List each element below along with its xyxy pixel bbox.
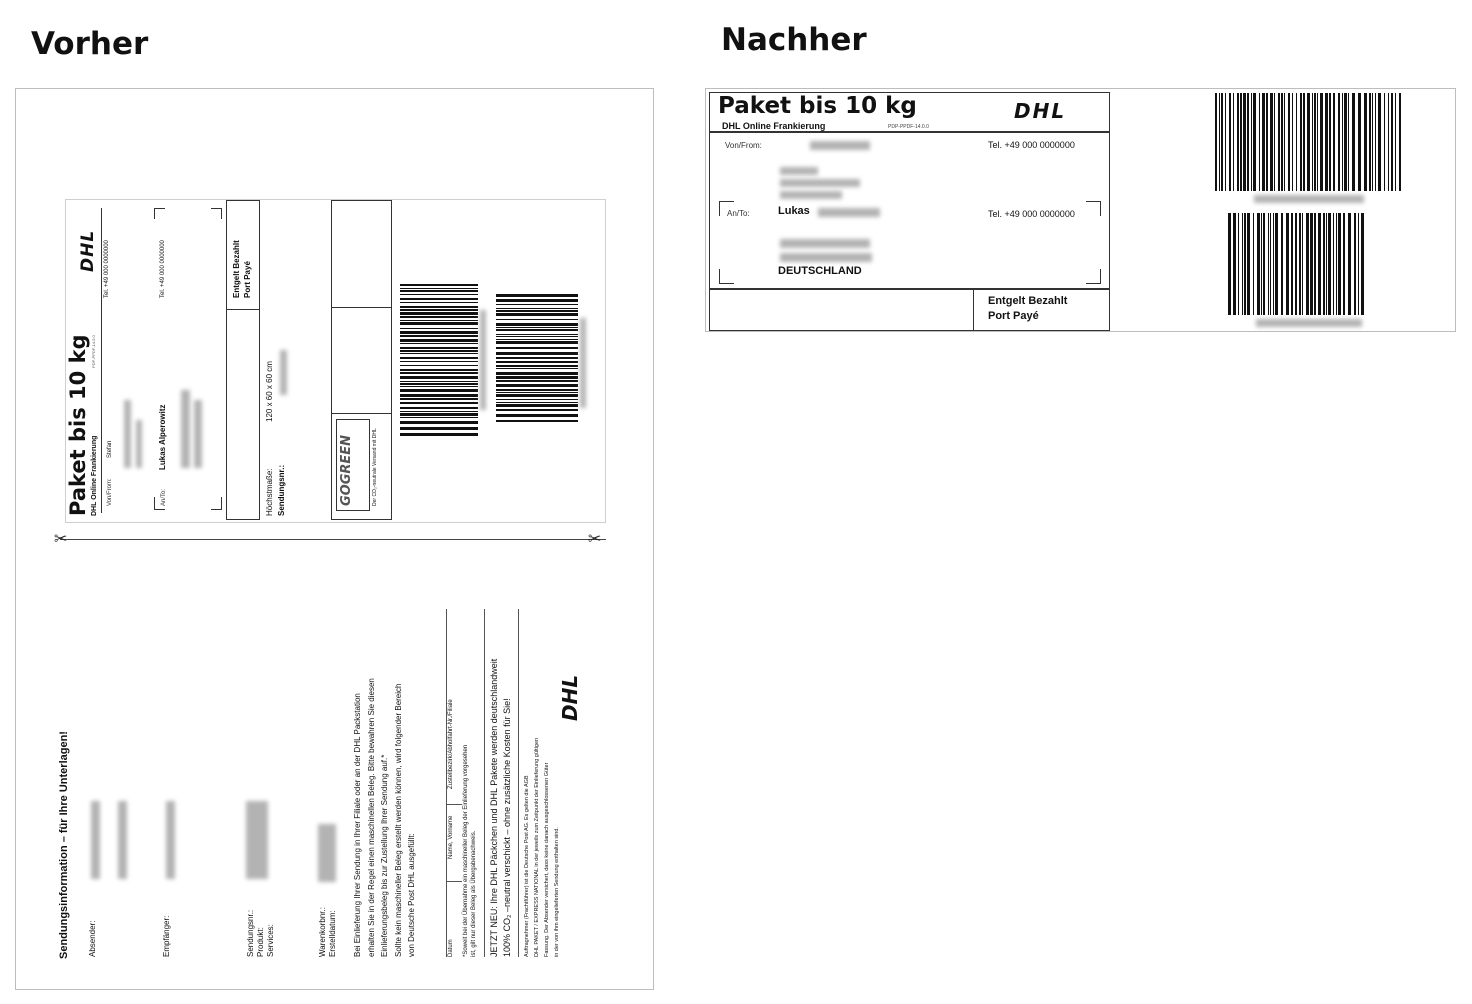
barcode-bar bbox=[400, 309, 478, 311]
barcode-bar bbox=[496, 409, 578, 411]
barcode-number-2-blurred bbox=[1256, 319, 1362, 327]
barcode-bar bbox=[1242, 213, 1243, 315]
barcode-bar bbox=[1238, 213, 1239, 315]
barcode-bar bbox=[1237, 93, 1239, 191]
barcode-bar bbox=[1247, 213, 1250, 315]
barcode-bar bbox=[1314, 213, 1316, 315]
barcode-bar bbox=[496, 294, 578, 297]
barcode-bar bbox=[400, 421, 478, 424]
barcode-bar bbox=[496, 323, 578, 326]
barcode-bar bbox=[1333, 93, 1335, 191]
barcode-bar bbox=[1328, 213, 1331, 315]
receipt-product-label: Produkt: bbox=[256, 927, 265, 957]
barcode-bar bbox=[496, 327, 578, 328]
barcode-bar bbox=[1274, 93, 1275, 191]
barcode-number-blurred bbox=[1254, 195, 1364, 203]
barcode-bar bbox=[1361, 213, 1364, 315]
barcode-bar bbox=[1338, 93, 1340, 191]
barcode-bar bbox=[1303, 93, 1305, 191]
barcode-bar bbox=[400, 376, 478, 379]
from-address-blurred bbox=[780, 167, 818, 175]
barcode-bar bbox=[1228, 213, 1231, 315]
receipt-product-blurred bbox=[246, 801, 268, 879]
barcode-bar bbox=[1336, 213, 1337, 315]
paid-line-2: Port Payé bbox=[988, 310, 1039, 322]
barcode-bar bbox=[496, 347, 578, 349]
barcode-bar bbox=[400, 433, 478, 436]
barcode-bar bbox=[400, 288, 478, 289]
barcode-bar bbox=[1344, 93, 1347, 191]
before-document bbox=[15, 88, 654, 990]
barcode-bar bbox=[400, 357, 478, 359]
barcode-bar bbox=[1343, 213, 1345, 315]
from-name: Stefan bbox=[107, 440, 113, 458]
barcode-bar bbox=[496, 299, 578, 302]
receipt-sender-address-blurred bbox=[118, 801, 127, 879]
barcode-bar bbox=[1281, 213, 1283, 315]
barcode-bar bbox=[496, 394, 578, 397]
barcode-bar bbox=[1388, 93, 1389, 191]
barcode-bar bbox=[400, 383, 478, 385]
barcode-bar bbox=[1323, 213, 1325, 315]
to-name: Lukas Alperowitz bbox=[158, 404, 167, 470]
barcode-bar bbox=[496, 339, 578, 340]
barcode-bar bbox=[400, 331, 478, 334]
tracking-label: Sendungsnr.: bbox=[277, 464, 286, 516]
receipt-cart-blurred bbox=[318, 824, 336, 882]
barcode-bar bbox=[1233, 93, 1234, 191]
barcode-bar bbox=[400, 320, 478, 321]
barcode-primary bbox=[1215, 93, 1405, 191]
barcode-bar bbox=[400, 402, 478, 404]
barcode-bar bbox=[400, 411, 478, 412]
barcode-bar bbox=[496, 399, 578, 400]
barcode-bar bbox=[1270, 93, 1273, 191]
barcode-bar bbox=[400, 427, 478, 430]
barcode-number-blurred bbox=[480, 310, 486, 410]
barcode-bar bbox=[1292, 93, 1293, 191]
barcode-bar bbox=[1268, 213, 1269, 315]
barcode-bar bbox=[1266, 93, 1268, 191]
barcode-bar bbox=[1358, 213, 1359, 315]
barcode-bar bbox=[400, 302, 478, 303]
barcode-bar bbox=[1286, 213, 1289, 315]
barcode-bar bbox=[496, 404, 578, 407]
gogreen-logo: GOGREEN bbox=[339, 434, 354, 506]
to-address-blurred bbox=[181, 390, 190, 468]
barcode-bar bbox=[400, 290, 478, 292]
barcode-bar bbox=[1348, 213, 1351, 315]
barcode-bar bbox=[1291, 213, 1293, 315]
scissors-icon: ✂ bbox=[588, 529, 602, 548]
barcode-bar bbox=[496, 372, 578, 375]
barcode-bar bbox=[496, 341, 578, 344]
from-city-blurred bbox=[136, 420, 142, 468]
barcode-bar bbox=[496, 380, 578, 382]
barcode-bar bbox=[400, 294, 478, 295]
from-street-blurred bbox=[780, 179, 860, 187]
barcode-number-2-blurred bbox=[580, 318, 586, 408]
barcode-bar bbox=[1219, 93, 1220, 191]
barcode-bar bbox=[1288, 93, 1290, 191]
barcode-bar bbox=[1384, 93, 1385, 191]
receipt-sender-label: Absender: bbox=[88, 920, 97, 957]
barcode-bar bbox=[400, 284, 478, 286]
barcode-bar bbox=[400, 372, 478, 374]
from-label: Von/From: bbox=[107, 478, 113, 506]
barcode-bar bbox=[496, 414, 578, 417]
barcode-bar bbox=[496, 389, 578, 391]
barcode-bar bbox=[400, 369, 478, 371]
barcode-bar bbox=[496, 304, 578, 305]
barcode-bar bbox=[400, 350, 478, 352]
barcode-bar bbox=[496, 365, 578, 367]
barcode-bar bbox=[1225, 93, 1226, 191]
barcode-bar bbox=[1215, 93, 1217, 191]
label-product-title: Paket bis 10 kg bbox=[718, 93, 917, 119]
barcode-bar bbox=[1352, 93, 1355, 191]
from-phone: Tel. +49 000 0000000 bbox=[104, 240, 110, 298]
barcode-bar bbox=[1325, 93, 1328, 191]
barcode-bar bbox=[1233, 213, 1236, 315]
barcode-bar bbox=[400, 361, 478, 362]
receipt-title: Sendungsinformation – für Ihre Unterlagen! bbox=[58, 731, 70, 959]
paid-line-1: Entgelt Bezahlt bbox=[232, 240, 241, 298]
dims-extra-blurred bbox=[280, 350, 287, 395]
barcode-bar bbox=[400, 343, 478, 344]
barcode-bar bbox=[400, 413, 478, 416]
to-phone: Tel. +49 000 0000000 bbox=[988, 209, 1075, 219]
from-city-blurred bbox=[780, 191, 842, 199]
barcode-bar bbox=[1273, 213, 1274, 315]
receipt-footnote: *Soweit bei der Übernahme ein maschineller Beleg der Einlieferung vorgesehen ist, gilt nur dieser Beleg als Übergabenachweis. bbox=[463, 744, 477, 957]
barcode-bar bbox=[400, 394, 478, 397]
barcode-bar bbox=[400, 316, 478, 318]
barcode-bar bbox=[1247, 93, 1249, 191]
to-country: DEUTSCHLAND bbox=[778, 265, 862, 277]
barcode-bar bbox=[400, 339, 478, 342]
barcode-bar bbox=[496, 319, 578, 320]
barcode-bar bbox=[1348, 93, 1349, 191]
label-product-title: Paket bis 10 kg bbox=[66, 334, 90, 516]
cut-line bbox=[60, 539, 606, 540]
barcode-bar bbox=[400, 312, 478, 315]
gogreen-note: Der CO₂-neutrale Versand mit DHL bbox=[372, 428, 378, 506]
dims-value: 120 x 60 x 60 cm bbox=[265, 361, 274, 422]
barcode-bar bbox=[1354, 213, 1356, 315]
barcode-bar bbox=[400, 365, 478, 366]
barcode-bar bbox=[1391, 93, 1393, 191]
dims-label: Höchstmaße: bbox=[265, 468, 274, 516]
barcode-bar bbox=[1300, 93, 1302, 191]
from-label: Von/From: bbox=[725, 141, 762, 150]
barcode-bar bbox=[400, 306, 478, 308]
to-label: An/To: bbox=[161, 488, 167, 506]
barcode-bar bbox=[400, 328, 478, 329]
barcode-bar bbox=[496, 357, 578, 359]
from-name-blurred bbox=[810, 141, 870, 150]
barcode-bar bbox=[1284, 93, 1285, 191]
receipt-tracking-label: Sendungsnr.: bbox=[246, 909, 255, 957]
receipt-sender-blurred bbox=[91, 801, 100, 879]
barcode-bar bbox=[1244, 213, 1246, 315]
barcode-bar bbox=[1378, 93, 1381, 191]
barcode-bar bbox=[496, 336, 578, 337]
paid-line-2: Port Payé bbox=[243, 261, 252, 298]
to-label: An/To: bbox=[727, 209, 750, 218]
barcode-bar bbox=[496, 310, 578, 312]
label-version: PDP-PPDF-14.0.0 bbox=[91, 335, 96, 368]
receipt-promo: JETZT NEU: Ihre DHL Päckchen und DHL Pakete werden deutschlandweit 100% CO₂ –neutral verschickt – ohne zusätzliche Kosten für Sie! bbox=[489, 658, 512, 957]
barcode-bar bbox=[1278, 93, 1280, 191]
barcode-secondary bbox=[496, 294, 578, 424]
barcode-bar bbox=[400, 381, 478, 382]
barcode-bar bbox=[1295, 213, 1297, 315]
barcode-bar bbox=[496, 392, 578, 393]
heading-before: Vorher bbox=[31, 26, 149, 62]
label-address-block bbox=[709, 92, 1110, 290]
barcode-bar bbox=[1369, 93, 1371, 191]
field-district: Zustellbezirk/Abholfahrt-Nr./Filiale bbox=[448, 699, 454, 789]
heading-after: Nachher bbox=[721, 22, 867, 58]
barcode-bar bbox=[496, 352, 578, 355]
to-street-blurred bbox=[780, 239, 870, 248]
barcode-bar bbox=[400, 407, 478, 409]
barcode-bar bbox=[1399, 93, 1401, 191]
barcode-bar bbox=[496, 384, 578, 387]
label-bottom-row bbox=[709, 288, 1110, 331]
barcode-bar bbox=[400, 398, 478, 400]
barcode-bar bbox=[1229, 93, 1231, 191]
barcode-bar bbox=[1240, 93, 1242, 191]
barcode-bar bbox=[496, 368, 578, 369]
barcode-bar bbox=[400, 417, 478, 418]
barcode-bar bbox=[496, 402, 578, 403]
barcode-bar bbox=[400, 353, 478, 354]
barcode-bar bbox=[496, 308, 578, 309]
field-name: Name, Vorname bbox=[448, 815, 454, 859]
barcode-bar bbox=[400, 322, 478, 325]
to-name: Lukas bbox=[778, 205, 810, 217]
barcode-bar bbox=[496, 420, 578, 422]
barcode-bar bbox=[1329, 93, 1331, 191]
barcode-bar bbox=[1358, 93, 1361, 191]
barcode-bar bbox=[1307, 93, 1310, 191]
barcode-bar bbox=[1372, 93, 1373, 191]
paid-box bbox=[973, 290, 1110, 330]
barcode-bar bbox=[1302, 213, 1303, 315]
scissors-icon: ✂ bbox=[54, 529, 68, 548]
to-surname-blurred bbox=[818, 208, 880, 217]
title-divider bbox=[101, 208, 102, 513]
barcode-bar bbox=[400, 389, 478, 392]
label-version: PDP-PPDF-14.0.0 bbox=[888, 124, 929, 130]
barcode-bar bbox=[1263, 213, 1265, 315]
to-phone: Tel. +49 000 0000000 bbox=[160, 240, 166, 298]
barcode-bar bbox=[1395, 93, 1396, 191]
barcode-bar bbox=[1251, 93, 1252, 191]
barcode-bar bbox=[1318, 213, 1321, 315]
barcode-bar bbox=[1221, 93, 1223, 191]
barcode-bar bbox=[1333, 213, 1334, 315]
from-address-blurred bbox=[124, 400, 131, 468]
paid-line-1: Entgelt Bezahlt bbox=[988, 295, 1068, 307]
barcode-bar bbox=[1275, 213, 1278, 315]
barcode-bar bbox=[1281, 93, 1283, 191]
receipt-services-label: Services: bbox=[266, 924, 275, 957]
receipt-recipient-label: Empfänger: bbox=[162, 915, 171, 957]
barcode-bar bbox=[1262, 93, 1265, 191]
barcode-bar bbox=[1257, 213, 1260, 315]
label-subtitle: DHL Online Frankierung bbox=[722, 121, 826, 131]
field-date: Datum bbox=[448, 939, 454, 957]
barcode-bar bbox=[1317, 93, 1318, 191]
barcode-bar bbox=[1342, 93, 1343, 191]
to-city-blurred bbox=[780, 253, 872, 262]
barcode-bar bbox=[400, 386, 478, 387]
barcode-bar bbox=[1299, 213, 1301, 315]
barcode-bar bbox=[1338, 213, 1341, 315]
barcode-bar bbox=[1253, 213, 1254, 315]
receipt-legal: Auftragnehmer (Frachtführer) ist die Deutsche Post AG. Es gelten die AGB DHL PAKET / EXPRESS NATIONAL in der jeweils zum Zeitpunkt der Einlieferung gültigen Fassung. Der Absender versichert, dass keine danach ausgeschlossenen Güter in der von ihm eingelieferten Sendung enthalten sind. bbox=[524, 737, 560, 957]
barcode-bar bbox=[496, 376, 578, 379]
receipt-created-label: Erstelldatum: bbox=[328, 910, 337, 957]
after-label bbox=[705, 88, 1456, 332]
barcode-bar bbox=[1261, 213, 1262, 315]
barcode-bar bbox=[496, 313, 578, 316]
barcode-bar bbox=[1253, 93, 1256, 191]
barcode-bar bbox=[1312, 93, 1313, 191]
barcode-bar bbox=[1306, 213, 1309, 315]
from-phone: Tel. +49 000 0000000 bbox=[988, 140, 1075, 150]
barcode-bar bbox=[400, 347, 478, 349]
barcode-bar bbox=[1364, 93, 1367, 191]
barcode-bar bbox=[496, 361, 578, 363]
barcode-bar bbox=[1320, 93, 1323, 191]
barcode-bar bbox=[1314, 93, 1316, 191]
label-subtitle: DHL Online Frankierung bbox=[91, 435, 98, 516]
barcode-bar bbox=[1270, 213, 1271, 315]
barcode-bar bbox=[1326, 213, 1327, 315]
receipt-recipient-blurred bbox=[166, 801, 175, 879]
barcode-bar bbox=[400, 298, 478, 300]
receipt-info: Bei Einlieferung Ihrer Sendung in Ihrer Filiale oder an der DHL Packstation erhalten Sie in der Regel einen maschinellen Beleg. Bitte bewahren Sie diesen Einlieferungsbeleg bis zur Zustellung Ihrer Sendung auf.* Sollte kein maschineller Beleg erstellt werden können, wird folgender Bereich von Deutsche Post DHL ausgefüllt: bbox=[353, 678, 416, 957]
barcode-bar bbox=[1310, 213, 1313, 315]
barcode-bar bbox=[1243, 93, 1246, 191]
dhl-logo-receipt: DHL bbox=[558, 674, 582, 721]
barcode-bar bbox=[1375, 93, 1376, 191]
dhl-logo: DHL bbox=[1014, 99, 1067, 123]
receipt-cart-label: Warenkorbnr.: bbox=[318, 907, 327, 957]
barcode-primary bbox=[400, 284, 478, 436]
barcode-bar bbox=[1296, 93, 1297, 191]
barcode-bar bbox=[496, 329, 578, 331]
barcode-bar bbox=[400, 335, 478, 337]
barcode-bar bbox=[1259, 93, 1260, 191]
barcode-bar bbox=[496, 334, 578, 335]
label-area bbox=[65, 199, 606, 523]
to-city-blurred bbox=[194, 400, 202, 468]
dhl-logo: DHL bbox=[78, 229, 98, 272]
barcode-secondary bbox=[1228, 213, 1364, 315]
